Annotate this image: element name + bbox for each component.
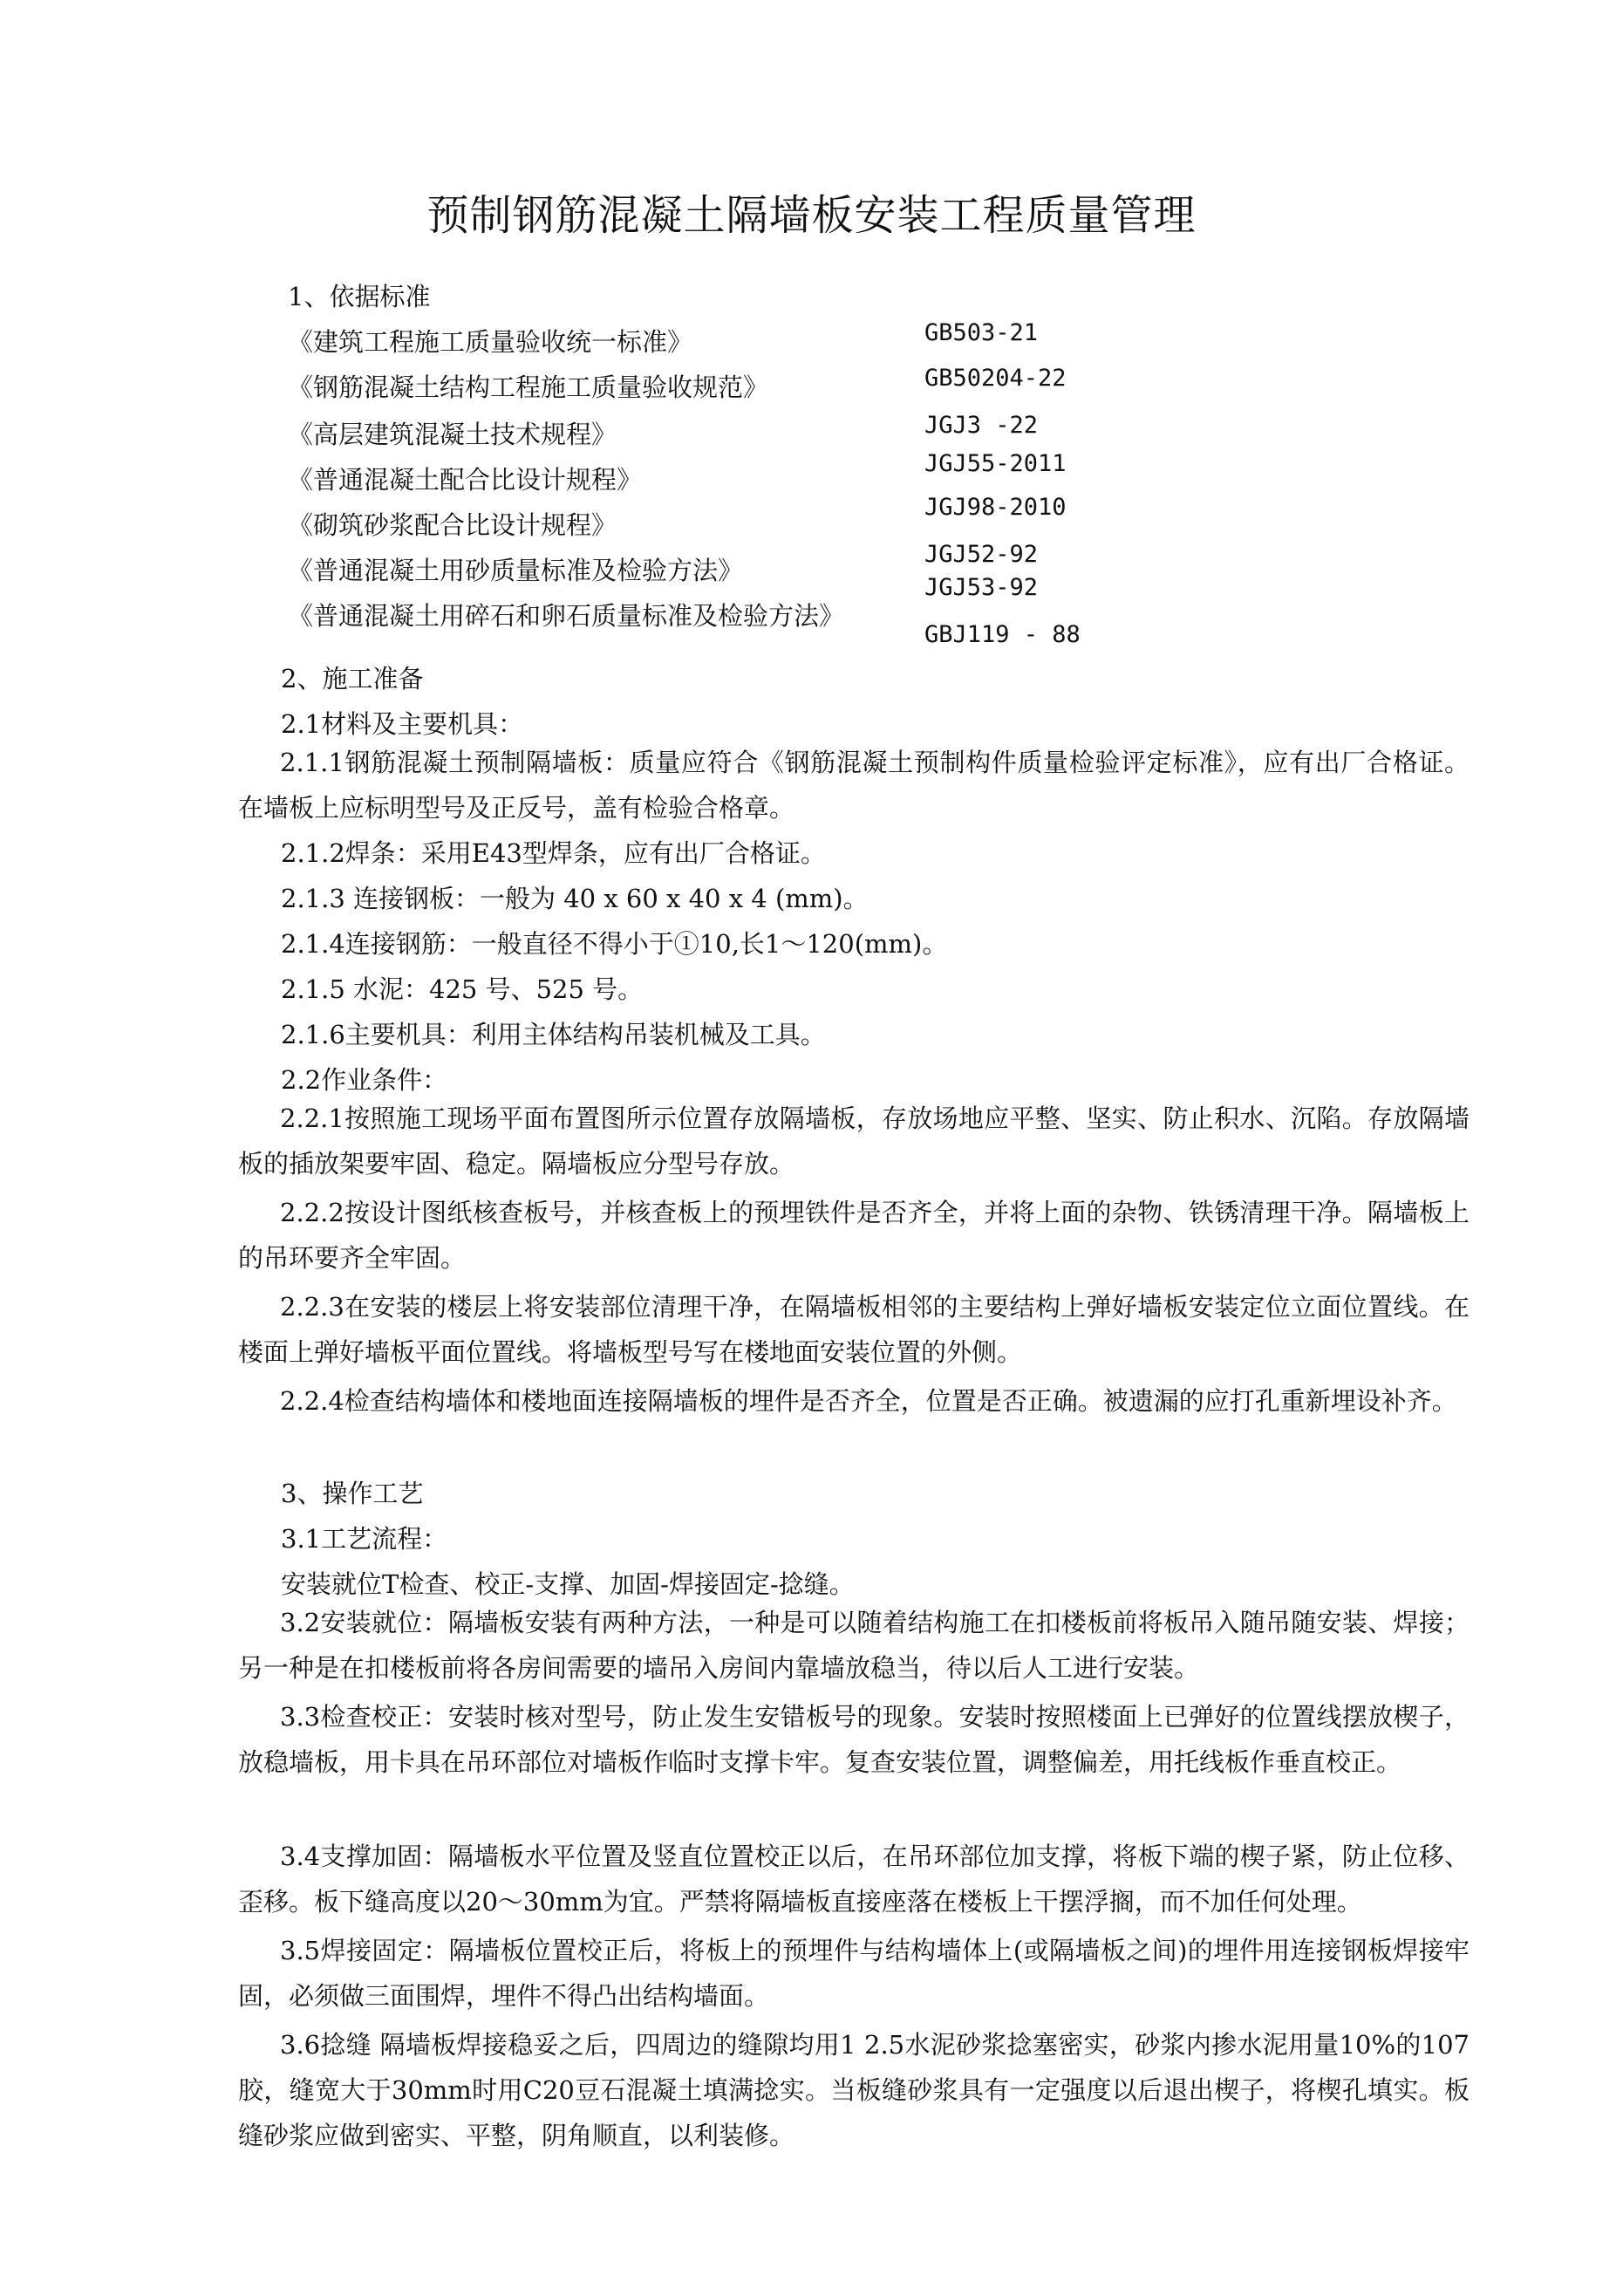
- paragraph: [238, 740, 1470, 830]
- paragraph: 2.1.3 连接钢板：一般为 40 x 60 x 40 x 4 (mm)。: [281, 884, 869, 913]
- standard-code: JGJ3 -22: [924, 412, 1039, 439]
- process-flow: 安装就位T检查、校正-支撑、加固-焊接固定-捻缝。: [281, 1569, 855, 1599]
- standard-name: 《砌筑砂浆配合比设计规程》: [288, 510, 617, 540]
- paragraph: 2.1.2焊条：采用E43型焊条，应有出厂合格证。: [281, 838, 826, 868]
- standard-name: 《高层建筑混凝土技术规程》: [288, 420, 617, 449]
- paragraph: [238, 1190, 1470, 1281]
- paragraph-text: 3.3检查校正：安装时核对型号，防止发生安错板号的现象。安装时按照楼面上已弹好的位置线摆放楔子，放稳墙板，用卡具在吊环部位对墙板作临时支撑卡牢。复查安装位置，调整偏差，用托线板作垂直校正。: [238, 1702, 1470, 1777]
- paragraph: [238, 1378, 1470, 1424]
- section-3-heading: 3、操作工艺: [281, 1479, 424, 1508]
- paragraph: [238, 1284, 1470, 1375]
- section-2-heading: 2、施工准备: [281, 664, 424, 694]
- standard-code: GB50204-22: [924, 365, 1067, 392]
- paragraph: 2.1.5 水泥：425 号、525 号。: [281, 974, 644, 1004]
- standard-name: 《普通混凝土用砂质量标准及检验方法》: [288, 556, 744, 585]
- paragraph: [238, 1928, 1470, 2019]
- standard-code: JGJ55-2011: [924, 450, 1067, 477]
- paragraph: [238, 1096, 1470, 1186]
- paragraph-text: 3.6捻缝 隔墙板焊接稳妥之后，四周边的缝隙均用1 2.5水泥砂浆捻塞密实，砂浆内掺水泥用量10%的107胶，缝宽大于30mm时用C20豆石混凝土填满捻实。当板缝砂浆具有一定强度以后退出楔子，将楔孔填实。板缝砂浆应做到密实、平整，阴角顺直，以利装修。: [238, 2030, 1470, 2150]
- paragraph-text: 3.2安装就位：隔墙板安装有两种方法，一种是可以随着结构施工在扣楼板前将板吊入随吊随安装、焊接；另一种是在扣楼板前将各房间需要的墙吊入房间内靠墙放稳当，待以后人工进行安装。: [238, 1608, 1470, 1683]
- subsection-heading: 2.2作业条件：: [281, 1065, 448, 1095]
- paragraph-text: 2.1.1钢筋混凝土预制隔墙板：质量应符合《钢筋混凝土预制构件质量检验评定标准》，应有出厂合格证。在墙板上应标明型号及正反号，盖有检验合格章。: [238, 748, 1470, 823]
- paragraph-text: 2.2.4检查结构墙体和楼地面连接隔墙板的埋件是否齐全，位置是否正确。被遗漏的应打孔重新埋设补齐。: [280, 1386, 1457, 1416]
- paragraph: [238, 1834, 1470, 1924]
- paragraph: 2.1.4连接钢筋：一般直径不得小于①10,长1〜120(mm)。: [281, 929, 948, 959]
- subsection-heading: 3.1工艺流程：: [281, 1524, 448, 1554]
- standard-code: JGJ52-92: [924, 541, 1039, 568]
- paragraph-text: 2.2.1按照施工现场平面布置图所示位置存放隔墙板，存放场地应平整、坚实、防止积水、沉陷。存放隔墙板的插放架要牢固、稳定。隔墙板应分型号存放。: [238, 1104, 1470, 1179]
- paragraph: [238, 2022, 1470, 2158]
- section-1-heading: 1、依据标准: [288, 282, 431, 311]
- subsection-heading: 2.1材料及主要机具：: [281, 709, 524, 739]
- standard-name: 《普通混凝土用碎石和卵石质量标准及检验方法》: [288, 601, 845, 631]
- paragraph-text: 2.2.3在安装的楼层上将安装部位清理干净，在隔墙板相邻的主要结构上弹好墙板安装定位立面位置线。在楼面上弹好墙板平面位置线。将墙板型号写在楼地面安装位置的外侧。: [238, 1292, 1470, 1367]
- standard-name: 《建筑工程施工质量验收统一标准》: [288, 327, 693, 357]
- paragraph: [238, 1694, 1470, 1785]
- paragraph: 2.1.6主要机具：利用主体结构吊装机械及工具。: [281, 1020, 826, 1049]
- standard-name: 《普通混凝土配合比设计规程》: [288, 465, 643, 495]
- paragraph-text: 3.4支撑加固：隔墙板水平位置及竖直位置校正以后，在吊环部位加支撑，将板下端的楔子紧，防止位移、歪移。板下缝高度以20〜30mm为宜。严禁将隔墙板直接座落在楼板上干摆浮搁，而不加任何处理。: [238, 1842, 1470, 1917]
- standard-code: JGJ98-2010: [924, 494, 1067, 521]
- paragraph-text: 3.5焊接固定：隔墙板位置校正后，将板上的预埋件与结构墙体上(或隔墙板之间)的埋件用连接钢板焊接牢固，必须做三面围焊，埋件不得凸出结构墙面。: [238, 1936, 1470, 2011]
- standard-name: 《钢筋混凝土结构工程施工质量验收规范》: [288, 372, 769, 402]
- standard-code: JGJ53-92: [924, 574, 1039, 601]
- paragraph: [238, 1600, 1470, 1691]
- standard-code: GBJ119 - 88: [924, 621, 1081, 648]
- standard-code: GB503-21: [924, 319, 1039, 346]
- document-title: 预制钢筋混凝土隔墙板安装工程质量管理: [426, 191, 1197, 240]
- paragraph-text: 2.2.2按设计图纸核查板号，并核查板上的预埋铁件是否齐全，并将上面的杂物、铁锈清理干净。隔墙板上的吊环要齐全牢固。: [238, 1198, 1470, 1273]
